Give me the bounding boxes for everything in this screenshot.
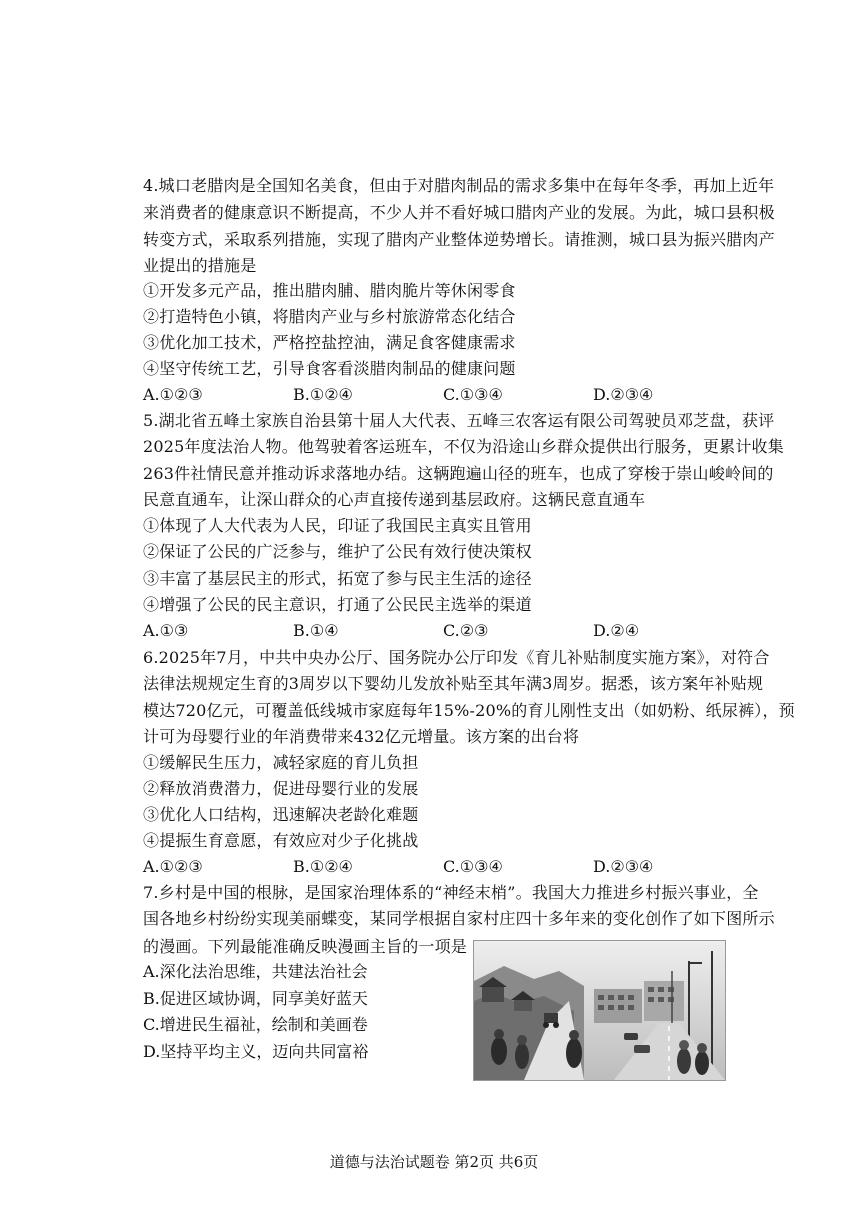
question-4-choice-a[interactable]: A.①②③ <box>143 385 203 404</box>
question-5-choice-d[interactable]: D.②④ <box>593 621 640 640</box>
question-6-stem-line-4: 计可为母婴行业的年消费带来432亿元增量。该方案的出台将 <box>143 727 580 746</box>
question-5-statement-4: ④增强了公民的民主意识，打通了公民民主选举的渠道 <box>143 595 532 614</box>
question-4-statement-4: ④坚守传统工艺，引导食客看淡腊肉制品的健康问题 <box>143 359 516 378</box>
question-6-stem-line-3: 模达720亿元，可覆盖低线城市家庭每年15%-20%的育儿刚性支出（如奶粉、纸尿裤），预 <box>143 701 795 720</box>
question-7-choice-c[interactable]: C.增进民生福祉，绘制和美画卷 <box>143 1015 368 1034</box>
question-5-stem-line-4: 民意直通车，让深山群众的心声直接传递到基层政府。这辆民意直通车 <box>143 490 646 509</box>
question-7-choice-a[interactable]: A.深化法治思维，共建法治社会 <box>143 962 368 981</box>
question-7-stem-line-3: 的漫画。下列最能准确反映漫画主旨的一项是 <box>143 937 468 956</box>
question-4-choice-b[interactable]: B.①②④ <box>293 385 353 404</box>
question-4-choice-c[interactable]: C.①③④ <box>443 385 503 404</box>
question-7-choice-b[interactable]: B.促进区域协调，同享美好蓝天 <box>143 989 368 1008</box>
question-4-stem-line-3: 转变方式，采取系列措施，实现了腊肉产业整体逆势增长。请推测，城口县为振兴腊肉产 <box>143 230 775 249</box>
question-6-statement-2: ②释放消费潜力，促进母婴行业的发展 <box>143 779 419 798</box>
question-6-stem-line-1: 6.2025年7月，中共中央办公厅、国务院办公厅印发《育儿补贴制度实施方案》，对符合 <box>143 648 770 667</box>
question-6-statement-3: ③优化人口结构，迅速解决老龄化难题 <box>143 805 419 824</box>
question-5-statement-1: ①体现了人大代表为人民，印证了我国民主真实且管用 <box>143 516 532 535</box>
question-4-stem-line-2: 来消费者的健康意识不断提高，不少人并不看好城口腊肉产业的发展。为此，城口县积极 <box>143 203 775 222</box>
question-5-statement-3: ③丰富了基层民主的形式，拓宽了参与民主生活的途径 <box>143 569 532 588</box>
question-4-choice-d[interactable]: D.②③④ <box>593 385 654 404</box>
question-5-stem-line-3: 263件社情民意并推动诉求落地办结。这辆跑遍山径的班车，也成了穿梭于崇山峻岭间的 <box>143 464 774 483</box>
question-4-stem-line-1: 4.城口老腊肉是全国知名美食，但由于对腊肉制品的需求多集中在每年冬季，再加上近年 <box>143 176 775 195</box>
question-6-choice-d[interactable]: D.②③④ <box>593 857 654 876</box>
question-6-choice-b[interactable]: B.①②④ <box>293 857 353 876</box>
question-5-stem-line-1: 5.湖北省五峰土家族自治县第十届人大代表、五峰三农客运有限公司驾驶员邓芝盘，获评 <box>143 411 775 430</box>
question-6-stem-line-2: 法律法规规定生育的3周岁以下婴幼儿发放补贴至其年满3周岁。据悉，该方案年补贴规 <box>143 674 764 693</box>
question-4-statement-3: ③优化加工技术，严格控盐控油，满足食客健康需求 <box>143 333 516 352</box>
question-5-stem-line-2: 2025年度法治人物。他驾驶着客运班车，不仅为沿途山乡群众提供出行服务，更累计收集 <box>143 437 784 456</box>
question-6-choice-a[interactable]: A.①②③ <box>143 857 203 876</box>
village-change-cartoon <box>473 940 726 1081</box>
question-5-choice-c[interactable]: C.②③ <box>443 621 489 640</box>
question-5-choice-b[interactable]: B.①④ <box>293 621 339 640</box>
question-7-choice-d[interactable]: D.坚持平均主义，迈向共同富裕 <box>143 1042 369 1061</box>
question-6-statement-4: ④提振生育意愿，有效应对少子化挑战 <box>143 831 419 850</box>
question-4-stem-line-4: 业提出的措施是 <box>143 256 257 275</box>
question-6-statement-1: ①缓解民生压力，减轻家庭的育儿负担 <box>143 753 419 772</box>
question-7-stem-line-2: 国各地乡村纷纷实现美丽蝶变，某同学根据自家村庄四十多年来的变化创作了如下图所示 <box>143 909 775 928</box>
question-4-statement-2: ②打造特色小镇，将腊肉产业与乡村旅游常态化结合 <box>143 307 516 326</box>
question-7-stem-line-1: 7.乡村是中国的根脉，是国家治理体系的“神经末梢”。我国大力推进乡村振兴事业，全 <box>143 883 759 902</box>
question-5-statement-2: ②保证了公民的广泛参与，维护了公民有效行使决策权 <box>143 542 532 561</box>
page-footer: 道德与法治试题卷 第2页 共6页 <box>329 1153 539 1171</box>
question-4-statement-1: ①开发多元产品，推出腊肉脯、腊肉脆片等休闲零食 <box>143 281 516 300</box>
question-6-choice-c[interactable]: C.①③④ <box>443 857 503 876</box>
question-5-choice-a[interactable]: A.①③ <box>143 621 189 640</box>
